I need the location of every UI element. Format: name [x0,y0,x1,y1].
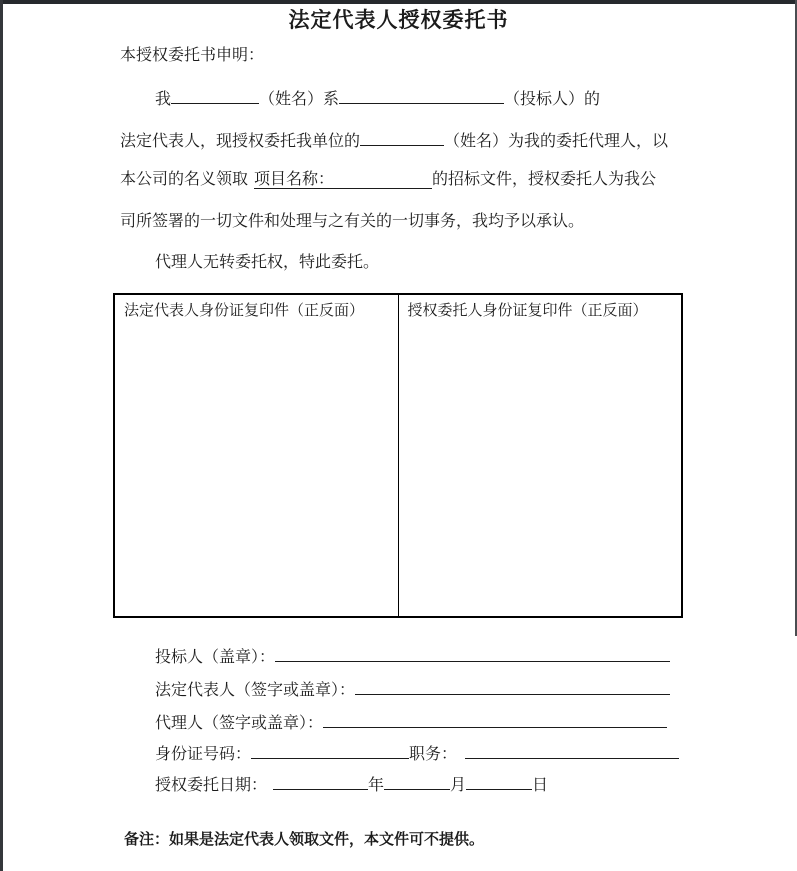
p3-text-post: 的招标文件，授权委托人为我公 [432,171,657,188]
p3-text-pre: 本公司的名义领取 [120,171,249,188]
authorization-date-line [155,772,548,797]
agent-signature-label: 代理人（签字或盖章）： [155,715,324,732]
blank-legal-rep-name[interactable] [171,86,259,104]
paragraph-1 [155,86,600,111]
day-label: 日 [532,777,549,794]
blank-date-day[interactable] [466,772,532,790]
date-label: 授权委托日期： [155,777,268,794]
blank-agent-name[interactable] [360,128,444,146]
project-name-label: 项目名称： [254,171,335,188]
legal-rep-signature-label: 法定代表人（签字或盖章）： [155,682,356,699]
p1-text-bidder: （投标人）的 [504,91,601,108]
paragraph-3 [120,169,656,191]
p1-text-i: 我 [155,91,172,108]
blank-bidder-seal[interactable] [275,644,670,662]
authorized-agent-id-header: 授权委托人身份证复印件（正反面） [407,303,648,319]
blank-project-name[interactable] [334,183,432,184]
id-copy-table [113,293,683,618]
blank-bidder-name[interactable] [339,86,504,104]
legal-rep-id-cell[interactable] [115,295,399,616]
p2-text-pre: 法定代表人，现授权委托我单位的 [120,133,361,150]
paragraph-2 [120,128,668,153]
note-line: 备注：如果是法定代表人领取文件，本文件可不提供。 [124,832,485,848]
blank-legal-rep-signature[interactable] [355,677,670,695]
p1-text-name: （姓名）系 [259,91,340,108]
id-number-duty-line [155,741,679,766]
p2-text-post: （姓名）为我的委托代理人，以 [444,133,669,150]
legal-rep-signature-line [155,677,670,702]
blank-id-number[interactable] [251,741,409,759]
blank-agent-signature[interactable] [323,710,667,728]
page-frame-top-edge [0,0,797,4]
bidder-seal-label: 投标人（盖章）： [155,649,276,666]
blank-date-month[interactable] [384,772,450,790]
year-label: 年 [368,777,385,794]
blank-date-year[interactable] [273,772,368,790]
declaration-heading: 本授权委托书申明： [120,47,265,64]
bidder-seal-line [155,644,670,669]
paragraph-5: 代理人无转委托权，特此委托。 [155,254,380,271]
id-number-label: 身份证号码： [155,746,252,763]
authorized-agent-id-cell[interactable] [399,295,682,616]
blank-duty[interactable] [465,741,679,759]
duty-label: 职务： [409,746,458,763]
legal-rep-id-header: 法定代表人身份证复印件（正反面） [124,303,365,319]
page-frame-left-edge [0,0,3,871]
project-name-underlined-group [254,171,432,189]
paragraph-4: 司所签署的一切文件和处理与之有关的一切事务，我均予以承认。 [120,213,585,230]
document-title: 法定代表人授权委托书 [288,9,509,32]
agent-signature-line [155,710,667,735]
month-label: 月 [450,777,467,794]
